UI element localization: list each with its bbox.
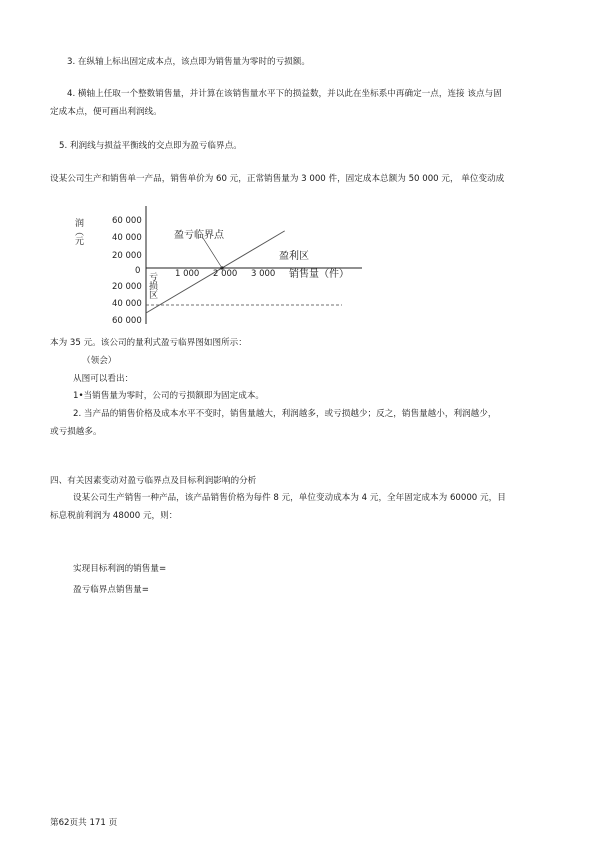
y-tick-label: 60 000 — [112, 316, 142, 326]
step-5-text: 5. 利润线与损益平衡线的交点即为盈亏临界点。 — [59, 141, 242, 151]
section-4-title: 四、有关因素变动对盈亏临界点及目标利润影响的分析 — [50, 476, 257, 486]
y-tick-label: 40 000 — [112, 233, 142, 243]
example-text-line2: 本为 35 元。该公司的量利式盈亏临界图如图所示： — [50, 338, 247, 348]
section-4-text-line1: 设某公司生产销售一种产品，该产品销售价格为每件 8 元，单位变动成本为 4 元，全年固定成本为 60000 元，目 — [73, 493, 506, 503]
point-2-text-line1: 2. 当产品的销售价格及成本水平不变时，销售量越大，利润越多，或亏损越少；反之，销售量越小，利润越少， — [73, 409, 497, 419]
x-tick-label: 2 000 — [213, 269, 238, 279]
profit-zone-label: 盈利区 — [279, 251, 309, 262]
x-axis-label: 销售量（件） — [289, 269, 349, 280]
step-3-text: 3. 在纵轴上标出固定成本点，该点即为销售量为零时的亏损额。 — [67, 57, 310, 67]
y-tick-label: 40 000 — [112, 299, 142, 309]
page-footer: 第62页共 171 页 — [50, 818, 118, 828]
y-tick-label: 20 000 — [112, 282, 142, 292]
y-axis-label-top: 润（元 — [73, 218, 83, 245]
y-tick-label: 60 000 — [112, 216, 142, 226]
y-tick-label: 20 000 — [112, 251, 142, 261]
loss-zone-label: 亏损区 — [147, 272, 157, 299]
y-tick-label: 0 — [135, 266, 141, 276]
target-sales-formula: 实现目标利润的销售量= — [73, 564, 167, 574]
breakeven-chart — [50, 200, 380, 330]
lingui-note: （领会） — [82, 356, 117, 366]
breakeven-label: 盈亏临界点 — [174, 230, 224, 241]
x-tick-label: 1 000 — [175, 269, 200, 279]
x-tick-label: 3 000 — [251, 269, 276, 279]
breakeven-sales-formula: 盈亏临界点销售量= — [73, 585, 149, 595]
breakeven-leader-line — [203, 238, 222, 268]
section-4-text-line2: 标息税前利润为 48000 元，则： — [50, 511, 178, 521]
step-4-text-line2: 定成本点，便可画出利润线。 — [50, 107, 162, 117]
example-text-line1: 设某公司生产和销售单一产品，销售单价为 60 元，正常销售量为 3 000 件，固定成本总额为 50 000 元， 单位变动成 — [50, 174, 505, 184]
from-chart-text: 从图可以看出： — [73, 374, 134, 384]
point-1-text: 1•当销售量为零时，公司的亏损额即为固定成本。 — [73, 391, 265, 401]
step-4-text-line1: 4. 横轴上任取一个整数销售量，并计算在该销售量水平下的损益数，并以此在坐标系中再确定一点，连接 该点与固 — [67, 89, 502, 99]
point-2-text-line2: 或亏损越多。 — [50, 427, 102, 437]
